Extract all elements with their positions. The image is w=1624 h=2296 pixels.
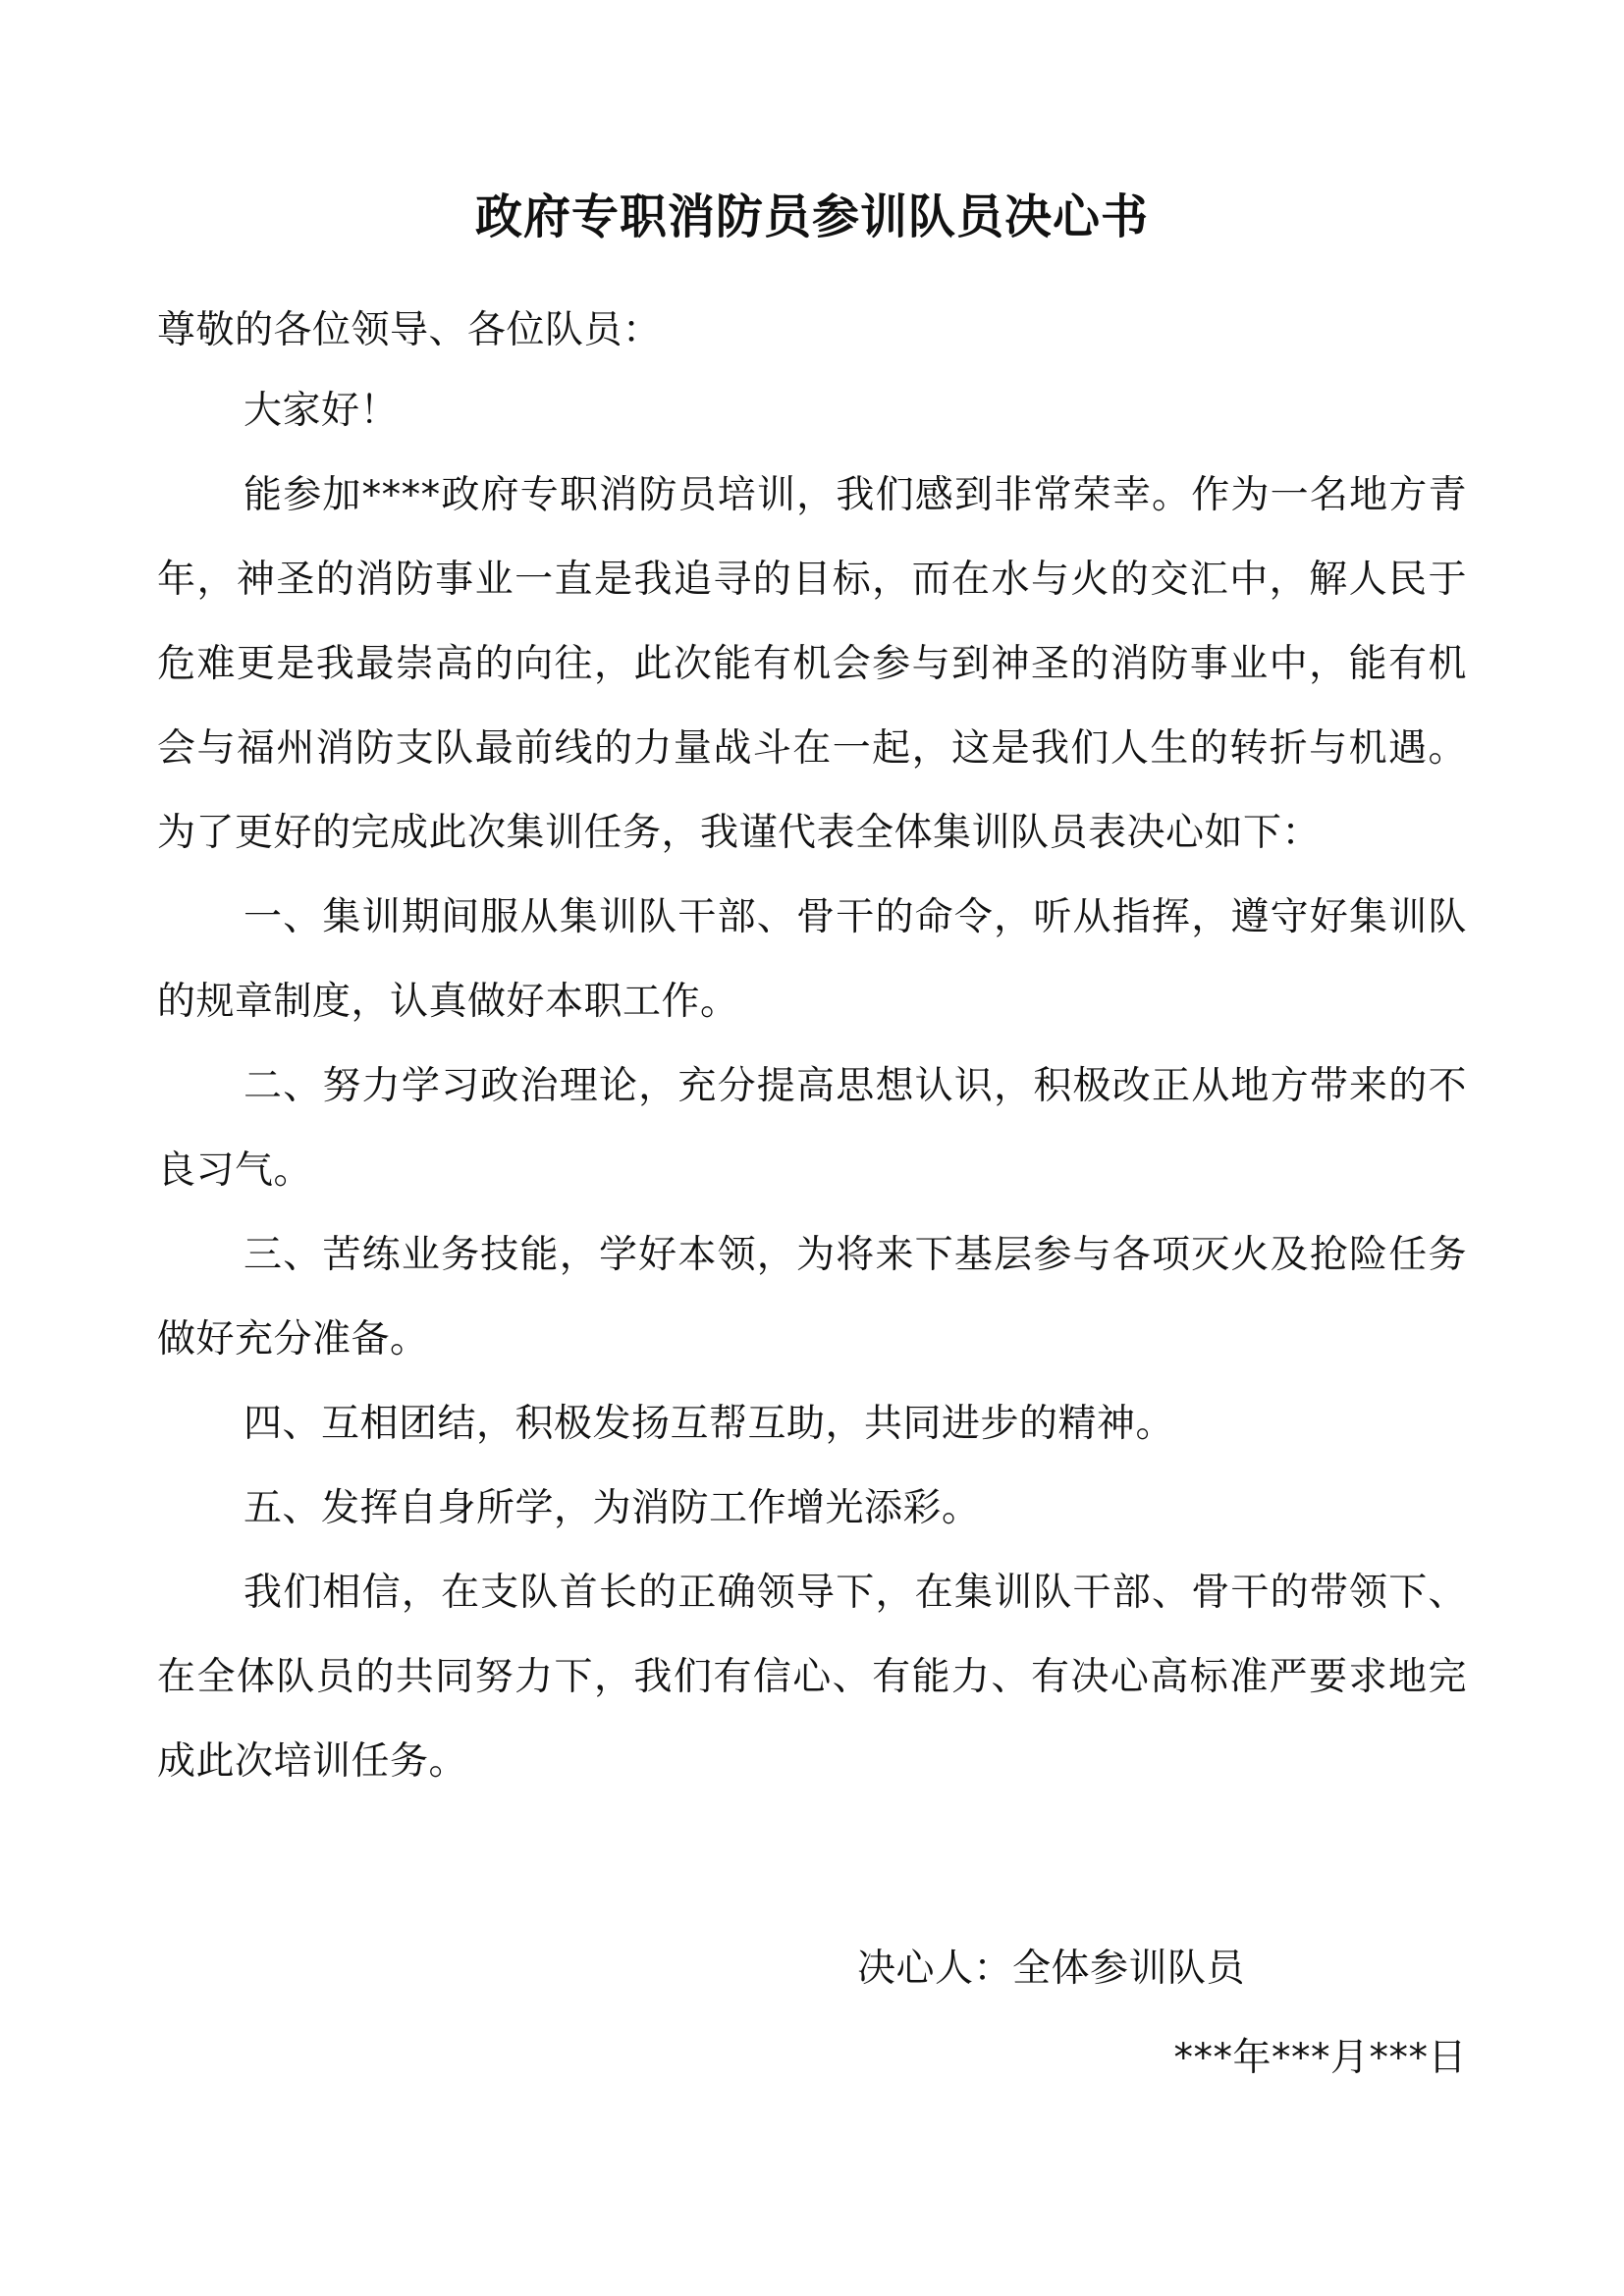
signature-line: 决心人：全体参训队员 (857, 1947, 1246, 1991)
date-line: ***年***月***日 (1173, 2036, 1467, 2080)
paragraph-intro: 能参加****政府专职消防员培训，我们感到非常荣幸。作为一名地方青年，神圣的消防事业一直是我追寻的目标，而在水与火的交汇中，解人民于危难更是我最崇高的向往，此次能有机会参与到神圣的消防事业中，能有机会与福州消防支队最前线的力量战斗在一起，这是我们人生的转折与机遇。为了更好的完成此次集训任务，我谨代表全体集训队员表决心如下： (157, 473, 1467, 855)
salutation: 尊敬的各位领导、各位队员： (157, 308, 662, 352)
paragraph-pledge-4: 四、互相团结，积极发扬互帮互助，共同进步的精神。 (244, 1402, 1175, 1446)
paragraph-greeting: 大家好！ (244, 389, 400, 433)
paragraph-pledge-3: 三、苦练业务技能，学好本领，为将来下基层参与各项灭火及抢险任务做好充分准备。 (157, 1233, 1467, 1362)
document-title: 政府专职消防员参训队员决心书 (474, 189, 1149, 244)
paragraph-closing: 我们相信，在支队首长的正确领导下，在集训队干部、骨干的带领下、在全体队员的共同努力下，我们有信心、有能力、有决心高标准严要求地完成此次培训任务。 (157, 1571, 1467, 1784)
paragraph-pledge-5: 五、发挥自身所学，为消防工作增光添彩。 (244, 1486, 981, 1530)
paragraph-pledge-2: 二、努力学习政治理论，充分提高思想认识，积极改正从地方带来的不良习气。 (157, 1064, 1467, 1193)
paragraph-pledge-1: 一、集训期间服从集训队干部、骨干的命令，听从指挥，遵守好集训队的规章制度，认真做好本职工作。 (157, 895, 1467, 1024)
